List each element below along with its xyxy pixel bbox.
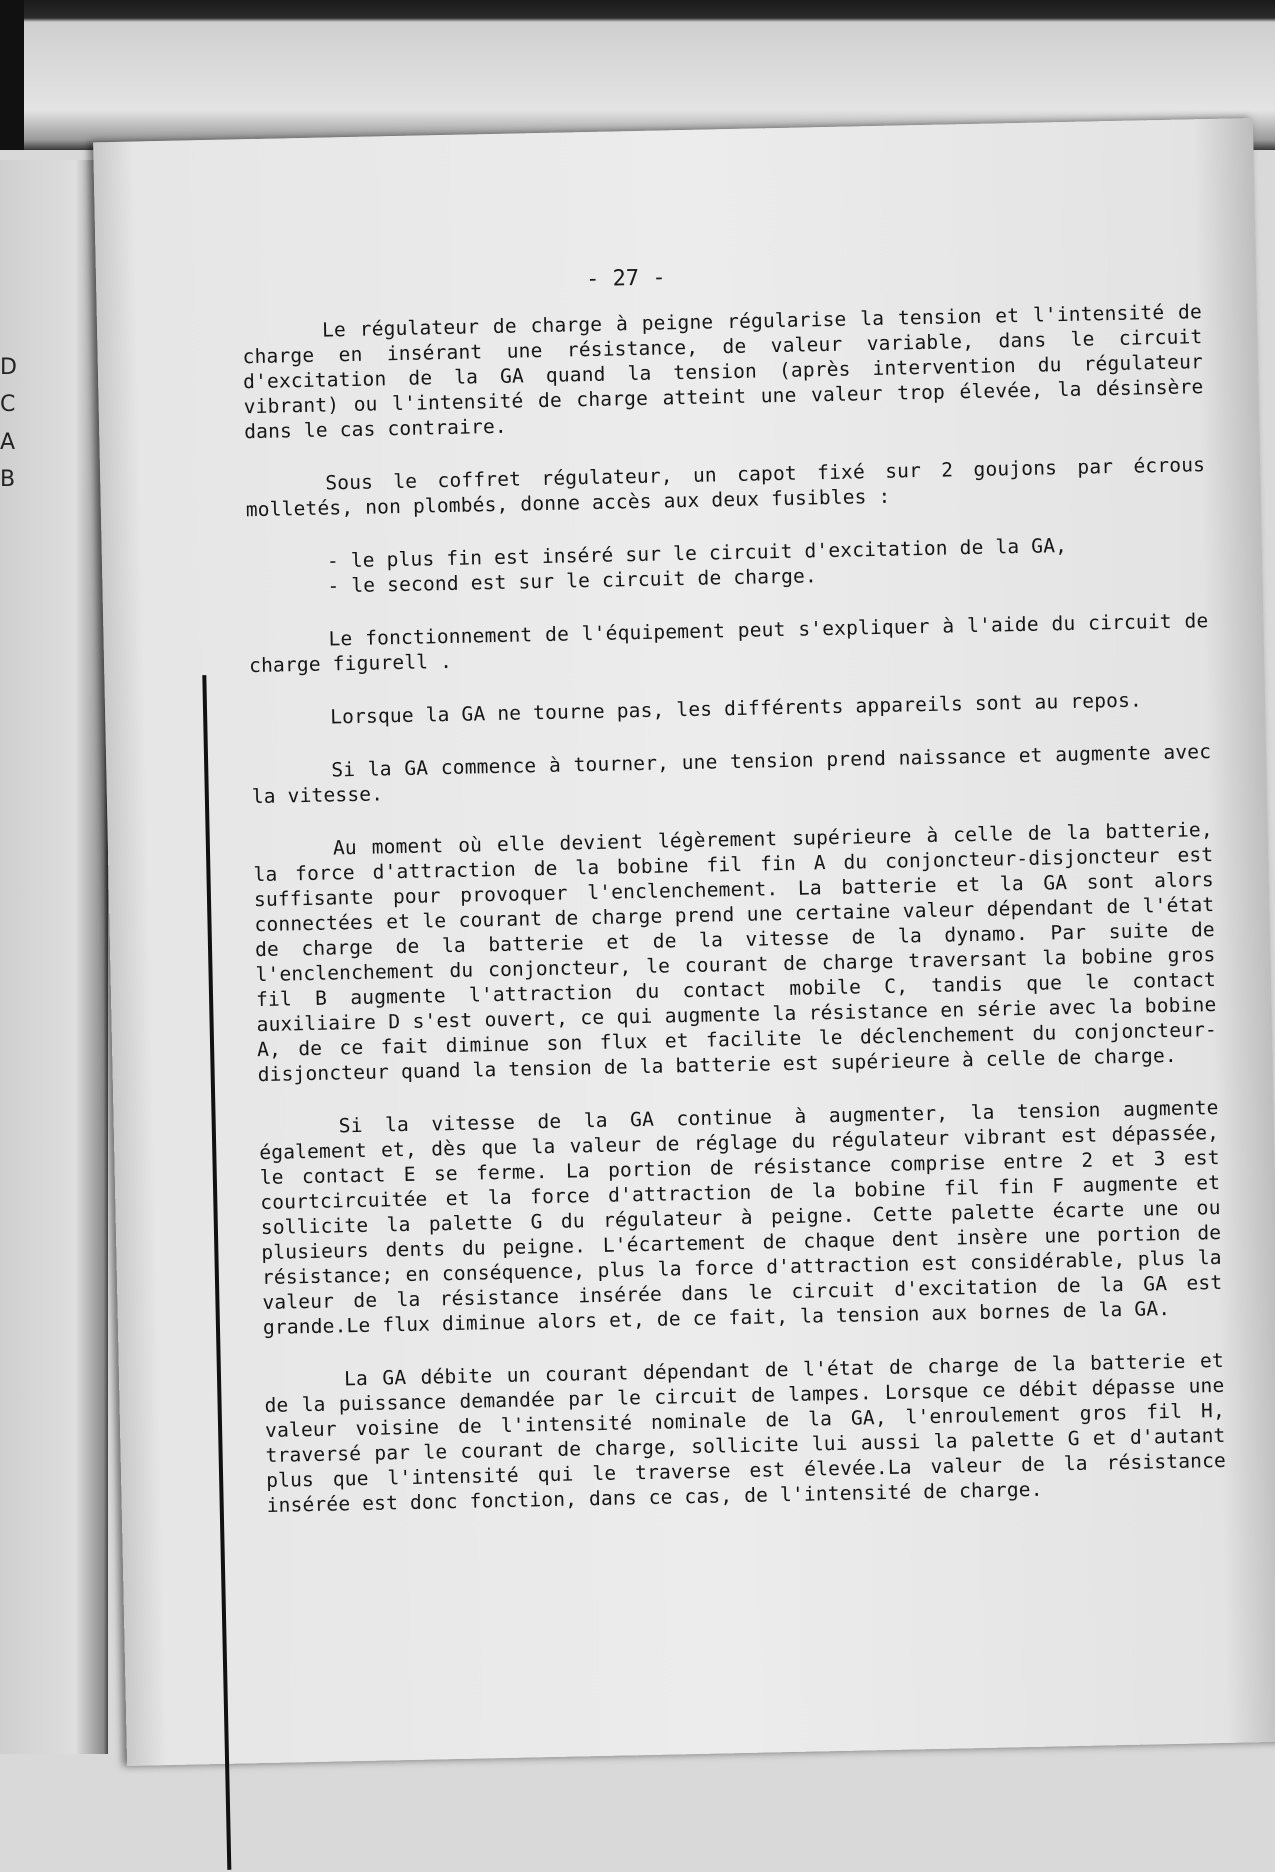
paragraph: Lorsque la GA ne tourne pas, les différents appareils sont au repos. [329, 688, 1143, 729]
paragraph: Si la GA commence à tourner, une tension prend naissance et augmente avec la vitesse. [251, 740, 1212, 809]
margin-letter: A [0, 430, 16, 455]
paragraph: Sous le coffret régulateur, un capot fixé sur 2 goujons par écrous molletés, non plombés, donne accès aux deux fusibles : [245, 453, 1206, 522]
margin-letter: B [0, 467, 16, 492]
margin-letter: C [0, 392, 16, 417]
paragraph: Le fonctionnement de l'équipement peut s'expliquer à l'aide du circuit de charge figurell . [248, 609, 1209, 678]
paragraph: La GA débite un courant dépendant de l'état de charge de la batterie et de la puissance demandée par le circuit de lampes. Lorsque ce débit dépasse une valeur voisine de l'intensité nominale de la GA, l'enroulement gros fil H, traversé par le courant de charge, sollicite lui aussi la palette G et d'autant plus que l'intensité qui le traverse est élevée.La valeur de la résistance insérée est donc fonction, dans ce cas, de l'intensité de charge. [264, 1348, 1227, 1517]
paragraph: Au moment où elle devient légèrement supérieure à celle de la batterie, la force d'attraction de la bobine fil fin A du conjoncteur-disjoncteur est suffisante pour provoquer l'enclenchement. La batterie et la GA sont alors connectées et le courant de charge prend une certaine valeur dépendant de l'état de charge de la batterie et de la vitesse de la dynamo. Par suite de l'enclenchement du conjoncteur, le courant de charge traversant la bobine gros fil B augmente l'attraction du contact mobile C, tandis que le contact auxiliaire D s'est ouvert, ce qui augmente la résistance en série avec la bobine A, de ce fait diminue son flux et facilite le déclenchement du conjoncteur-disjoncteur quand la tension de la batterie est supérieure à celle de charge. [253, 818, 1218, 1087]
list-item: - le plus fin est inséré sur le circuit d'excitation de la GA, [326, 534, 1068, 573]
document-page [93, 118, 1275, 1766]
page-number: - 27 - [585, 265, 666, 293]
scan-left-edge [0, 0, 24, 150]
margin-change-bar [202, 675, 231, 1870]
paragraph: Le régulateur de charge à peigne régularise la tension et l'intensité de charge en insérant une résistance, de valeur variable, dans le circuit d'excitation de la GA quand la tension (après intervention du régulateur vibrant) ou l'intensité de charge atteint une valeur trop élevée, la désinsère dans le cas contraire. [242, 300, 1204, 444]
margin-letter: D [0, 355, 17, 380]
list-item: - le second est sur le circuit de charge. [327, 564, 818, 598]
fuse-list [247, 530, 1208, 600]
body-text [242, 299, 1227, 1546]
paragraph: Si la vitesse de la GA continue à augmenter, la tension augmente également et, dès que la valeur de réglage du régulateur vibrant est dépassée, le contact E se ferme. La portion de résistance comprise entre 2 et 3 est courtcircuitée et la force d'attraction de la bobine fil fin F augmente et sollicite la palette G du régulateur à peigne. Cette palette écarte une ou plusieurs dents du peigne. L'écartement de chaque dent insère une portion de résistance; en conséquence, plus la force d'attraction est considérable, plus la valeur de la résistance insérée dans le circuit d'excitation de la GA est grande.Le flux diminue alors et, de ce fait, la tension aux bornes de la GA. [259, 1095, 1223, 1340]
previous-page-edge [0, 160, 108, 1754]
